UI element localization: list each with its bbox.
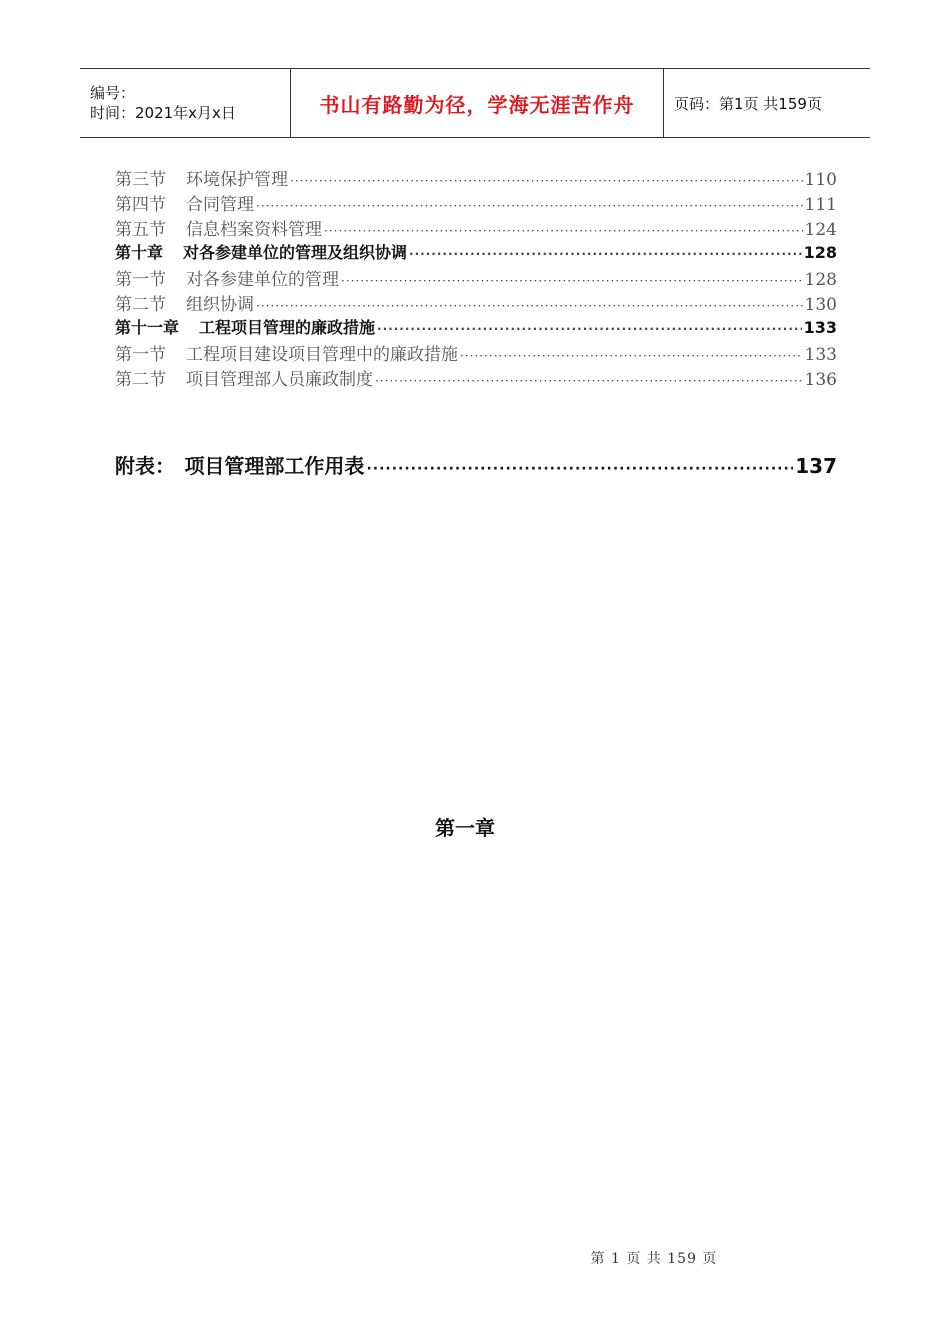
toc-leader	[375, 374, 803, 388]
toc-chapter-entry[interactable]	[115, 240, 837, 265]
toc-title: 工程项目建设项目管理中的廉政措施	[186, 345, 458, 365]
toc-entry[interactable]	[115, 265, 837, 290]
appendix-label: 附表：	[115, 454, 175, 478]
toc-section: 第十一章	[115, 318, 180, 337]
toc-entry[interactable]	[115, 340, 837, 365]
header-date: 时间：2021年x月x日	[90, 104, 236, 122]
page-footer: 第 1 页 共 159 页	[590, 1251, 718, 1267]
toc-section: 第五节	[115, 220, 166, 240]
toc-page: 110	[804, 170, 837, 190]
toc-section: 第一节	[115, 270, 166, 290]
page-header	[80, 68, 870, 138]
table-of-contents	[115, 165, 837, 390]
toc-page: 124	[804, 220, 837, 240]
toc-page: 130	[804, 295, 837, 315]
toc-entry[interactable]	[115, 190, 837, 215]
toc-title: 工程项目管理的廉政措施	[199, 318, 376, 337]
toc-leader	[341, 274, 803, 288]
toc-title: 项目管理部人员廉政制度	[186, 370, 373, 390]
toc-page: 133	[804, 345, 837, 365]
toc-page: 128	[804, 270, 837, 290]
toc-title: 环境保护管理	[186, 170, 288, 190]
toc-title: 信息档案资料管理	[186, 220, 322, 240]
toc-leader	[256, 299, 803, 313]
toc-leader	[409, 247, 802, 261]
toc-page: 136	[804, 370, 837, 390]
toc-title: 合同管理	[186, 195, 254, 215]
header-slogan	[290, 69, 664, 137]
toc-entry[interactable]	[115, 165, 837, 190]
toc-entry[interactable]	[115, 365, 837, 390]
page-info-text: 页码：第1页 共159页	[674, 94, 822, 113]
toc-appendix-entry[interactable]	[115, 450, 837, 479]
toc-section: 第十章	[115, 243, 164, 262]
toc-entry[interactable]	[115, 290, 837, 315]
toc-title: 组织协调	[186, 295, 254, 315]
toc-title: 对各参建单位的管理	[186, 270, 339, 290]
appendix-leader	[366, 461, 793, 477]
chapter-heading: 第一章	[435, 816, 495, 840]
toc-section: 第一节	[115, 345, 166, 365]
toc-page: 111	[804, 195, 837, 215]
toc-chapter-entry[interactable]	[115, 315, 837, 340]
toc-section: 第四节	[115, 195, 166, 215]
toc-section: 第二节	[115, 295, 166, 315]
header-number: 编号：	[90, 84, 136, 102]
header-meta	[80, 69, 290, 137]
toc-page: 128	[803, 243, 837, 262]
toc-section: 第二节	[115, 370, 166, 390]
toc-title: 对各参建单位的管理及组织协调	[183, 243, 408, 262]
appendix-page: 137	[795, 454, 837, 478]
toc-leader	[460, 349, 803, 363]
header-page-info	[664, 69, 822, 137]
toc-section: 第三节	[115, 170, 166, 190]
toc-leader	[256, 199, 803, 213]
toc-entry[interactable]	[115, 215, 837, 240]
toc-leader	[290, 174, 803, 188]
toc-leader	[377, 322, 802, 336]
toc-page: 133	[803, 318, 837, 337]
toc-leader	[324, 224, 803, 238]
appendix-title: 项目管理部工作用表	[184, 454, 365, 478]
slogan-text: 书山有路勤为径，学海无涯苦作舟	[319, 92, 635, 117]
